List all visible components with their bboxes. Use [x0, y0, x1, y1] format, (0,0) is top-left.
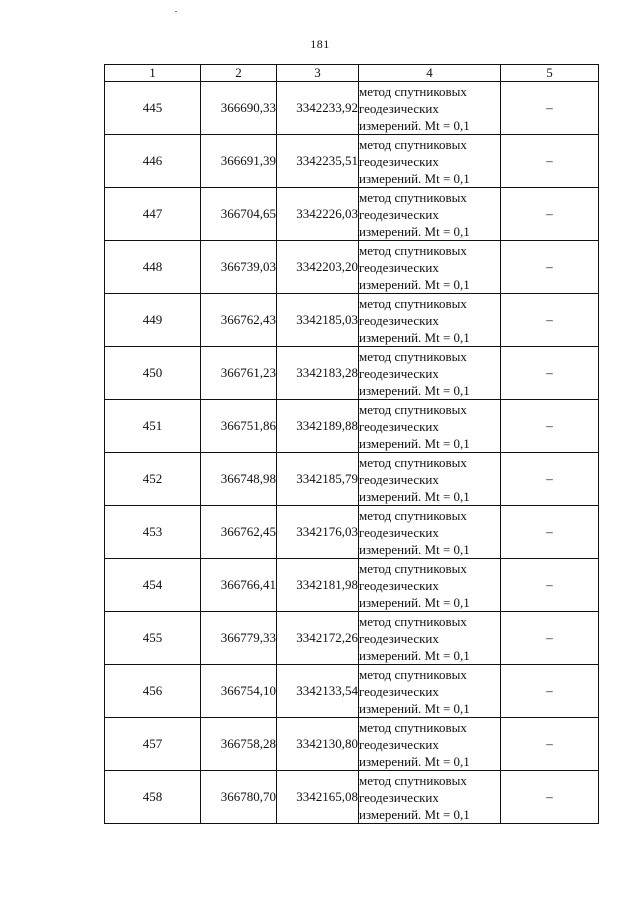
- method-text-line: геодезических: [359, 418, 439, 434]
- x-coordinate-cell: 366690,33: [201, 82, 277, 135]
- x-coordinate-cell: 366748,98: [201, 453, 277, 506]
- method-cell: [359, 294, 501, 347]
- x-coordinate-cell: 366758,28: [201, 718, 277, 771]
- method-cell: [359, 612, 501, 665]
- x-coordinate-cell: 366761,23: [201, 347, 277, 400]
- method-text-line: метод спутниковых: [359, 295, 467, 311]
- y-coordinate-cell: 3342185,03: [277, 294, 359, 347]
- method-text-line: измерений. Mt = 0,1: [359, 223, 470, 239]
- table-row: [105, 188, 599, 241]
- method-text-line: метод спутниковых: [359, 136, 467, 152]
- method-text-line: измерений. Mt = 0,1: [359, 541, 470, 557]
- point-number-cell: 452: [105, 453, 201, 506]
- y-coordinate-cell: 3342183,28: [277, 347, 359, 400]
- description-cell: –: [501, 294, 599, 347]
- method-text-line: геодезических: [359, 312, 439, 328]
- method-cell: [359, 82, 501, 135]
- y-coordinate-cell: 3342172,26: [277, 612, 359, 665]
- method-text-line: метод спутниковых: [359, 401, 467, 417]
- method-text-line: метод спутниковых: [359, 772, 467, 788]
- method-text-line: метод спутниковых: [359, 719, 467, 735]
- table-row: [105, 612, 599, 665]
- scan-speck: [175, 11, 177, 12]
- table-row: [105, 453, 599, 506]
- method-text-line: геодезических: [359, 630, 439, 646]
- y-coordinate-cell: 3342165,08: [277, 771, 359, 824]
- method-text-line: измерений. Mt = 0,1: [359, 753, 470, 769]
- method-text-line: геодезических: [359, 365, 439, 381]
- description-cell: –: [501, 135, 599, 188]
- x-coordinate-cell: 366704,65: [201, 188, 277, 241]
- point-number-cell: 447: [105, 188, 201, 241]
- method-text-line: геодезических: [359, 577, 439, 593]
- y-coordinate-cell: 3342226,03: [277, 188, 359, 241]
- method-text-line: геодезических: [359, 206, 439, 222]
- method-text-line: измерений. Mt = 0,1: [359, 594, 470, 610]
- table-row: [105, 400, 599, 453]
- description-cell: –: [501, 612, 599, 665]
- method-text-line: метод спутниковых: [359, 348, 467, 364]
- y-coordinate-cell: 3342189,88: [277, 400, 359, 453]
- method-cell: [359, 400, 501, 453]
- description-cell: –: [501, 453, 599, 506]
- point-number-cell: 457: [105, 718, 201, 771]
- x-coordinate-cell: 366754,10: [201, 665, 277, 718]
- method-text-line: измерений. Mt = 0,1: [359, 329, 470, 345]
- method-text-line: измерений. Mt = 0,1: [359, 382, 470, 398]
- method-text-line: измерений. Mt = 0,1: [359, 647, 470, 663]
- method-cell: [359, 506, 501, 559]
- table-row: [105, 294, 599, 347]
- method-text-line: метод спутниковых: [359, 454, 467, 470]
- method-text-line: измерений. Mt = 0,1: [359, 170, 470, 186]
- y-coordinate-cell: 3342235,51: [277, 135, 359, 188]
- method-text-line: геодезических: [359, 524, 439, 540]
- y-coordinate-cell: 3342133,54: [277, 665, 359, 718]
- point-number-cell: 454: [105, 559, 201, 612]
- method-text-line: метод спутниковых: [359, 613, 467, 629]
- table-body: [105, 82, 599, 824]
- table-row: [105, 241, 599, 294]
- description-cell: –: [501, 400, 599, 453]
- description-cell: –: [501, 718, 599, 771]
- description-cell: –: [501, 665, 599, 718]
- method-text-line: геодезических: [359, 683, 439, 699]
- y-coordinate-cell: 3342203,20: [277, 241, 359, 294]
- method-cell: [359, 347, 501, 400]
- method-text-line: метод спутниковых: [359, 189, 467, 205]
- x-coordinate-cell: 366766,41: [201, 559, 277, 612]
- column-header: 3: [277, 65, 359, 82]
- method-text-line: измерений. Mt = 0,1: [359, 435, 470, 451]
- x-coordinate-cell: 366751,86: [201, 400, 277, 453]
- description-cell: –: [501, 559, 599, 612]
- method-text-line: измерений. Mt = 0,1: [359, 117, 470, 133]
- page-number: 181: [310, 37, 330, 51]
- x-coordinate-cell: 366780,70: [201, 771, 277, 824]
- coordinates-table: [104, 64, 599, 824]
- table-row: [105, 771, 599, 824]
- method-text-line: измерений. Mt = 0,1: [359, 276, 470, 292]
- table-row: [105, 506, 599, 559]
- x-coordinate-cell: 366762,45: [201, 506, 277, 559]
- table-row: [105, 559, 599, 612]
- method-text-line: измерений. Mt = 0,1: [359, 700, 470, 716]
- method-text-line: метод спутниковых: [359, 507, 467, 523]
- point-number-cell: 450: [105, 347, 201, 400]
- method-cell: [359, 665, 501, 718]
- method-text-line: геодезических: [359, 471, 439, 487]
- point-number-cell: 445: [105, 82, 201, 135]
- point-number-cell: 456: [105, 665, 201, 718]
- description-cell: –: [501, 188, 599, 241]
- y-coordinate-cell: 3342130,80: [277, 718, 359, 771]
- method-cell: [359, 718, 501, 771]
- y-coordinate-cell: 3342176,03: [277, 506, 359, 559]
- method-text-line: измерений. Mt = 0,1: [359, 806, 470, 822]
- point-number-cell: 448: [105, 241, 201, 294]
- method-text-line: измерений. Mt = 0,1: [359, 488, 470, 504]
- column-header: 5: [501, 65, 599, 82]
- table-row: [105, 82, 599, 135]
- method-text-line: геодезических: [359, 100, 439, 116]
- table-row: [105, 718, 599, 771]
- x-coordinate-cell: 366739,03: [201, 241, 277, 294]
- point-number-cell: 449: [105, 294, 201, 347]
- method-text-line: метод спутниковых: [359, 666, 467, 682]
- method-cell: [359, 559, 501, 612]
- point-number-cell: 455: [105, 612, 201, 665]
- table-header-row: [105, 65, 599, 82]
- table-row: [105, 665, 599, 718]
- column-header: 2: [201, 65, 277, 82]
- point-number-cell: 453: [105, 506, 201, 559]
- method-text-line: геодезических: [359, 153, 439, 169]
- description-cell: –: [501, 82, 599, 135]
- description-cell: –: [501, 347, 599, 400]
- method-text-line: геодезических: [359, 736, 439, 752]
- table-row: [105, 135, 599, 188]
- column-header: 4: [359, 65, 501, 82]
- description-cell: –: [501, 241, 599, 294]
- method-text-line: метод спутниковых: [359, 560, 467, 576]
- method-cell: [359, 188, 501, 241]
- column-header: 1: [105, 65, 201, 82]
- method-cell: [359, 135, 501, 188]
- point-number-cell: 446: [105, 135, 201, 188]
- method-cell: [359, 453, 501, 506]
- y-coordinate-cell: 3342181,98: [277, 559, 359, 612]
- description-cell: –: [501, 771, 599, 824]
- point-number-cell: 451: [105, 400, 201, 453]
- description-cell: –: [501, 506, 599, 559]
- method-cell: [359, 771, 501, 824]
- method-text-line: геодезических: [359, 259, 439, 275]
- method-text-line: метод спутниковых: [359, 242, 467, 258]
- x-coordinate-cell: 366762,43: [201, 294, 277, 347]
- method-cell: [359, 241, 501, 294]
- method-text-line: геодезических: [359, 789, 439, 805]
- y-coordinate-cell: 3342185,79: [277, 453, 359, 506]
- y-coordinate-cell: 3342233,92: [277, 82, 359, 135]
- point-number-cell: 458: [105, 771, 201, 824]
- table-row: [105, 347, 599, 400]
- method-text-line: метод спутниковых: [359, 83, 467, 99]
- x-coordinate-cell: 366779,33: [201, 612, 277, 665]
- x-coordinate-cell: 366691,39: [201, 135, 277, 188]
